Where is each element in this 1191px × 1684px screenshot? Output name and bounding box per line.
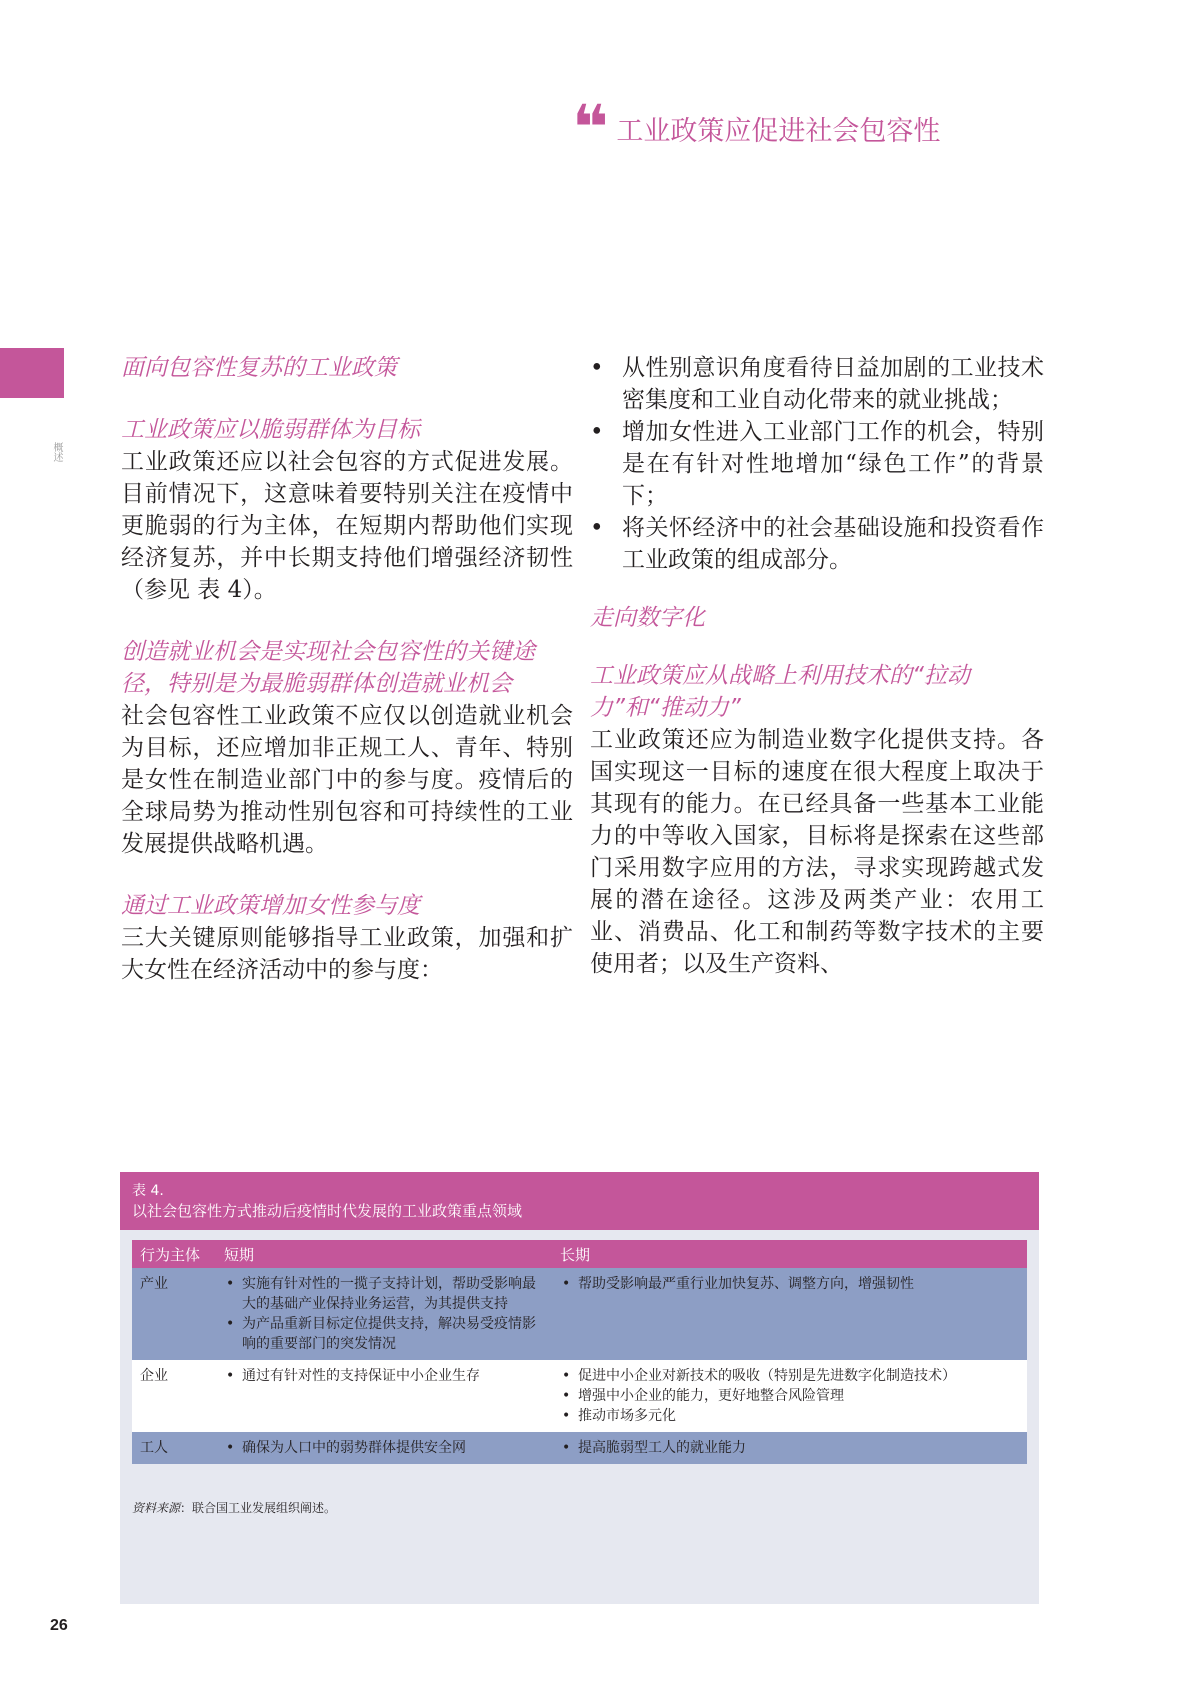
paragraph-digitalization: 工业政策还应为制造业数字化提供支持。各国实现这一目标的速度在很大程度上取决于其现有的能力。在已经具备一些基本工业能力的中等收入国家，目标将是探索在这些部门采用数字应用的方法，寻求实现跨越式发展的潜在途径。这涉及两类产业：农用工业、消费品、化工和制药等数字技术的主要使用者；以及生产资料、 <box>590 727 1044 977</box>
list-item: • 确保为人口中的弱势群体提供安全网 <box>224 1438 544 1458</box>
paragraph-inclusive-policy: 工业政策还应以社会包容的方式促进发展。目前情况下，这意味着要特别关注在疫情中更脆弱的行为主体，在短期内帮助他们实现经济复苏，并中长期支持他们增强经济韧性（参见 表 4）。 <box>121 449 573 603</box>
list-item: • 增加女性进入工业部门工作的机会，特别是在有针对性地增加“绿色工作”的背景下； <box>590 416 1044 512</box>
long-term-cell <box>552 1360 1027 1432</box>
quote-mark-icon: ❝ <box>572 91 603 164</box>
section-heading: 面向包容性复苏的工业政策 <box>121 355 397 381</box>
subheading-pull-push: 工业政策应从战略上利用技术的“拉动力”和“推动力” <box>590 663 970 721</box>
pull-quote <box>572 91 1132 164</box>
actor-cell: 工人 <box>132 1432 216 1464</box>
list-item: • 将关怀经济中的社会基础设施和投资看作工业政策的组成部分。 <box>590 512 1044 576</box>
table-title: 以社会包容性方式推动后疫情时代发展的工业政策重点领域 <box>132 1202 523 1220</box>
long-term-cell <box>552 1268 1027 1360</box>
list-item: • 实施有针对性的一揽子支持计划，帮助受影响最大的基础产业保持业务运营，为其提供支持 <box>224 1274 544 1314</box>
table-title-bar <box>120 1172 1039 1230</box>
source-label: 资料来源 <box>132 1501 181 1515</box>
source-text: ：联合国工业发展组织阐述。 <box>180 1501 337 1515</box>
section-tab <box>0 348 64 398</box>
right-column <box>590 352 1044 980</box>
subheading-women-participation: 通过工业政策增加女性参与度 <box>121 893 420 919</box>
short-term-cell <box>216 1432 552 1464</box>
long-term-cell <box>552 1432 1027 1464</box>
list-item: • 帮助受影响最严重行业加快复苏、调整方向，增强韧性 <box>560 1274 1019 1294</box>
paragraph-job-creation: 社会包容性工业政策不应仅以创造就业机会为目标，还应增加非正规工人、青年、特别是女性在制造业部门中的参与度。疫情后的全球局势为推动性别包容和可持续性的工业发展提供战略机遇。 <box>121 703 573 857</box>
pull-quote-text: 工业政策应促进社会包容性 <box>616 115 941 147</box>
page-number: 26 <box>50 1617 68 1634</box>
subheading-job-creation: 创造就业机会是实现社会包容性的关键途径，特别是为最脆弱群体创造就业机会 <box>121 639 535 697</box>
list-item: • 从性别意识角度看待日益加剧的工业技术密集度和工业自动化带来的就业挑战； <box>590 352 1044 416</box>
short-term-cell <box>216 1268 552 1360</box>
left-column <box>121 352 573 986</box>
subheading-vulnerable-groups: 工业政策应以脆弱群体为目标 <box>121 417 420 443</box>
table-panel <box>120 1172 1039 1604</box>
table-row <box>132 1360 1027 1432</box>
policy-table <box>132 1240 1027 1464</box>
table-number: 表 4. <box>132 1183 164 1199</box>
header-short-term: 短期 <box>216 1240 552 1268</box>
list-item: • 通过有针对性的支持保证中小企业生存 <box>224 1366 544 1386</box>
list-item: • 为产品重新目标定位提供支持，解决易受疫情影响的重要部门的突发情况 <box>224 1314 544 1354</box>
actor-cell: 企业 <box>132 1360 216 1432</box>
table-header-row <box>132 1240 1027 1268</box>
header-long-term: 长期 <box>552 1240 1027 1268</box>
short-term-cell <box>216 1360 552 1432</box>
header-actor: 行为主体 <box>132 1240 216 1268</box>
table-source <box>132 1499 336 1516</box>
list-item: • 提高脆弱型工人的就业能力 <box>560 1438 1019 1458</box>
list-item: • 促进中小企业对新技术的吸收（特别是先进数字化制造技术） <box>560 1366 1019 1386</box>
actor-cell: 产业 <box>132 1268 216 1360</box>
list-item: • 推动市场多元化 <box>560 1406 1019 1426</box>
table-row <box>132 1432 1027 1464</box>
paragraph-principles: 三大关键原则能够指导工业政策，加强和扩大女性在经济活动中的参与度： <box>121 925 573 983</box>
table-row <box>132 1268 1027 1360</box>
list-item: • 增强中小企业的能力，更好地整合风险管理 <box>560 1386 1019 1406</box>
section-heading-digitalization: 走向数字化 <box>590 605 705 631</box>
principles-list <box>590 352 1044 576</box>
section-label: 概述 <box>51 442 62 462</box>
